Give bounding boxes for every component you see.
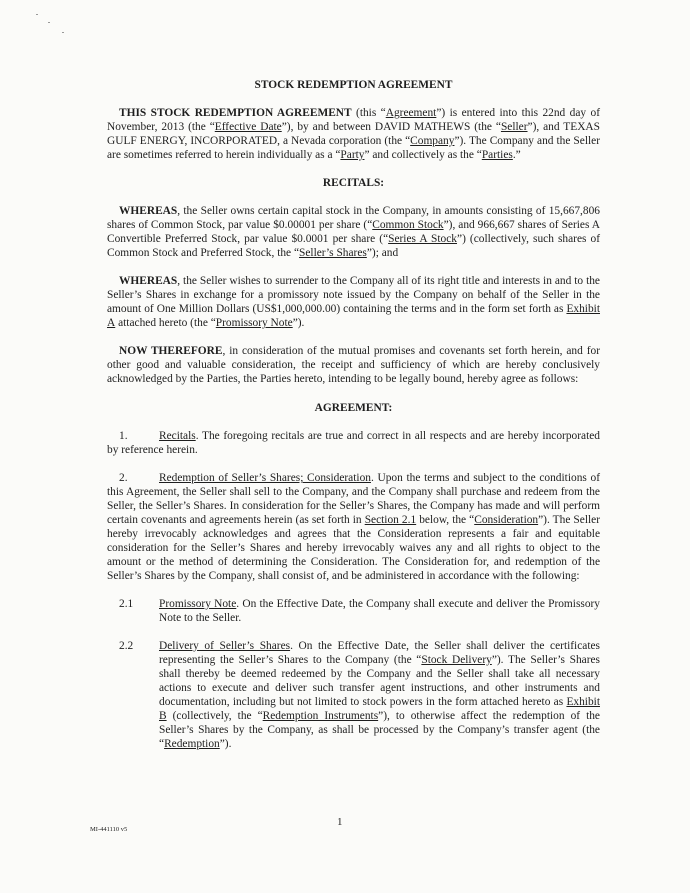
text-run: ”). The Seller’s Shares shall thereby be deemed redeemed by the Company and the Seller shall take all necessary actions to execute and deliver such transfer agent instructions, and other instruments and documentation, including but not limited to stock powers in the form attached hereto as xyxy=(159,654,600,708)
text-run: ”). xyxy=(219,738,232,750)
section-2 xyxy=(107,471,600,583)
text-run: ”) (collectively, such shares of Common Stock and Preferred Stock, the “ xyxy=(107,233,600,259)
defined-term-sellers-shares: Seller’s Shares xyxy=(299,247,367,259)
text-run: ”), to otherwise affect the redemption of the Seller’s Shares by the Company, as shall be processed by the Company’s transfer agent (the “ xyxy=(159,710,600,750)
text-run: , in consideration of the mutual promises and covenants set forth herein, and for other good and valuable consideration, the receipt and sufficiency of which are hereby conclusively acknowledged by the Parties, the Parties hereto, intending to be legally bound, hereby agree as follows: xyxy=(107,345,600,385)
agreement-heading: AGREEMENT: xyxy=(314,402,393,414)
subsection-number: 2.2 xyxy=(119,640,134,652)
section-reference: Section 2.1 xyxy=(364,514,417,526)
page-number: 1 xyxy=(337,816,343,828)
exhibit-b-reference: Exhibit B xyxy=(159,696,600,722)
subsection-caption: Delivery of Seller’s Shares xyxy=(159,640,291,652)
whereas-lead: WHEREAS xyxy=(119,205,178,217)
defined-term-series-a-stock: Series A Stock xyxy=(388,233,458,245)
text-run: ”). The Company and the Seller are sometimes referred to herein individually as a “ xyxy=(107,135,601,161)
text-run: . Upon the terms and subject to the conditions of this Agreement, the Seller shall sell to the Company, and the Company shall purchase and redeem from the Seller, the Seller’s Shares. In consideration for the Seller’s Shares, the Company has made and will perform certain covenants and agreements herein (as set forth in xyxy=(107,472,600,526)
now-therefore-lead: NOW THEREFORE xyxy=(119,345,223,357)
text-run: attached hereto (the “ xyxy=(115,317,216,329)
text-run: ”), by and between DAVID MATHEWS (the “ xyxy=(281,121,501,133)
text-run: . The foregoing recitals are true and correct in all respects and are hereby incorporated by reference herein. xyxy=(107,430,600,456)
defined-term-effective-date: Effective Date xyxy=(214,121,282,133)
text-run: , the Seller owns certain capital stock in the Company, in amounts consisting of 15,667,806 shares of Common Stock, par value $0.00001 per share (“ xyxy=(107,205,600,231)
whereas-lead: WHEREAS xyxy=(119,275,178,287)
text-run: ”). xyxy=(292,317,305,329)
recitals-heading: RECITALS: xyxy=(322,177,385,189)
defined-term-consideration: Consideration xyxy=(474,514,539,526)
text-run: ”), and 966,667 shares of Series A Convertible Preferred Stock, par value $0.0001 per share (“ xyxy=(107,219,600,245)
intro-lead: THIS STOCK REDEMPTION AGREEMENT xyxy=(119,107,352,119)
defined-term-agreement: Agreement xyxy=(385,107,437,119)
text-run: below, the “ xyxy=(416,514,475,526)
section-number: 1. xyxy=(119,430,128,442)
document-body xyxy=(107,70,600,751)
text-run: .” xyxy=(512,149,521,161)
text-run: ”); and xyxy=(366,247,399,259)
section-2-1 xyxy=(107,597,600,625)
text-run: , the Seller wishes to surrender to the Company all of its right title and interests in and to the Seller’s Shares in exchange for a promissory note issued by the Company on behalf of the Seller in the amount of One Million Dollars (US$1,000,000.00) containing the terms and in the form set forth as xyxy=(107,275,600,315)
subsection-caption: Promissory Note xyxy=(159,598,237,610)
section-number: 2. xyxy=(119,472,128,484)
defined-term-promissory-note: Promissory Note xyxy=(215,317,293,329)
text-run: ”) is entered into this 22nd day of November, 2013 (the “ xyxy=(107,107,600,133)
section-caption: Redemption of Seller’s Shares; Consideration xyxy=(159,472,371,484)
document-footer-code: MI-441110 v5 xyxy=(90,826,128,833)
scan-speck xyxy=(36,14,38,15)
whereas-paragraph-2 xyxy=(107,274,600,330)
defined-term-stock-delivery: Stock Delivery xyxy=(421,654,492,666)
defined-term-company: Company xyxy=(410,135,455,147)
text-run: . On the Effective Date, the Seller shall deliver the certificates representing the Seller’s Shares to the Company (the “ xyxy=(159,640,600,666)
document-title: STOCK REDEMPTION AGREEMENT xyxy=(254,79,453,91)
defined-term-parties: Parties xyxy=(481,149,513,161)
text-run: (this “ xyxy=(351,107,386,119)
text-run: ” and collectively as the “ xyxy=(364,149,482,161)
text-run: . On the Effective Date, the Company shall execute and deliver the Promissory Note to the Seller. xyxy=(159,598,601,624)
scan-speck xyxy=(48,22,50,23)
text-run: ”). The Seller hereby irrevocably acknowledges and agrees that the Consideration represents a fair and equitable consideration for the Seller’s Shares and hereby irrevocably waives any and all rights to object to the amount or the method of determining the Consideration. The Consideration for, and redemption of the Seller’s Shares by the Company, shall consist of, and be administered in accordance with the following: xyxy=(107,514,600,582)
subsection-number: 2.1 xyxy=(119,598,134,610)
defined-term-party: Party xyxy=(340,149,365,161)
defined-term-common-stock: Common Stock xyxy=(372,219,444,231)
intro-paragraph xyxy=(107,106,600,162)
section-1 xyxy=(107,429,600,457)
defined-term-redemption-instruments: Redemption Instruments xyxy=(262,710,379,722)
whereas-paragraph-1 xyxy=(107,204,600,260)
text-run: ”), and TEXAS GULF ENERGY, INCORPORATED, a Nevada corporation (the “ xyxy=(107,121,600,147)
now-therefore-paragraph xyxy=(107,344,600,386)
section-2-2 xyxy=(107,639,600,751)
defined-term-redemption: Redemption xyxy=(164,738,220,750)
defined-term-seller: Seller xyxy=(500,121,528,133)
section-caption: Recitals xyxy=(159,430,196,442)
scan-speck xyxy=(62,32,64,33)
text-run: (collectively, the “ xyxy=(166,710,263,722)
exhibit-a-reference: Exhibit A xyxy=(107,303,600,329)
